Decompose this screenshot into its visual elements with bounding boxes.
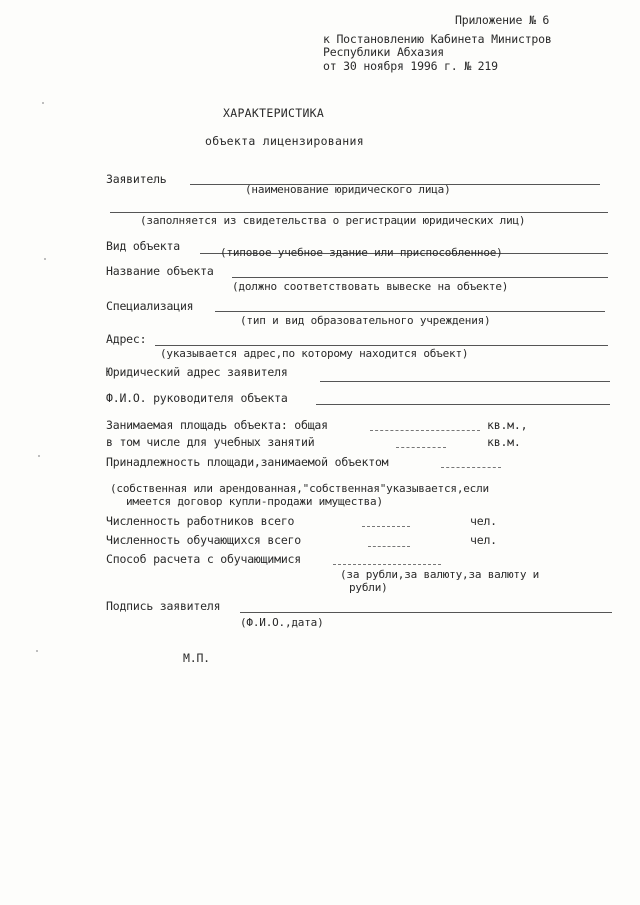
students-line (368, 546, 410, 547)
ownership-line (441, 467, 501, 468)
legal-address-line (320, 381, 610, 382)
document-title: ХАРАКТЕРИСТИКА (223, 106, 325, 120)
decree-date: от 30 ноября 1996 г. № 219 (323, 59, 498, 73)
applicant-label: Заявитель (106, 172, 167, 186)
students-unit: чел. (470, 533, 497, 547)
director-line (316, 404, 610, 405)
scan-speck (42, 102, 44, 104)
area-study-unit: кв.м. (487, 435, 521, 449)
object-name-label: Название объекта (106, 264, 214, 278)
address-hint: (указывается адрес,по которому находится объект) (160, 347, 469, 360)
specialization-label: Специализация (106, 299, 194, 313)
document-subtitle: объекта лицензирования (205, 134, 364, 148)
ownership-hint-1: (собственная или арендованная,"собственная"указывается,если (110, 482, 489, 495)
scan-speck (36, 650, 38, 652)
specialization-hint: (тип и вид образовательного учреждения) (240, 314, 491, 327)
specialization-line (215, 311, 605, 312)
stamp-placeholder: М.П. (183, 651, 210, 665)
director-label: Ф.И.О. руководителя объекта (106, 391, 288, 405)
signature-line (240, 612, 612, 613)
workers-line (362, 526, 410, 527)
registration-hint: (заполняется из свидетельства о регистрации юридических лиц) (140, 214, 526, 227)
students-label: Численность обучающихся всего (106, 533, 301, 547)
object-type-label: Вид объекта (106, 239, 180, 253)
payment-hint-2: рубли) (349, 581, 388, 594)
area-total-label: Занимаемая площадь объекта: общая (106, 418, 328, 432)
registration-line (110, 212, 608, 213)
workers-label: Численность работников всего (106, 514, 295, 528)
payment-line (333, 564, 441, 565)
workers-unit: чел. (470, 514, 497, 528)
ownership-label: Принадлежность площади,занимаемой объектом (106, 455, 389, 469)
area-total-line (370, 430, 480, 431)
object-name-hint: (должно соответствовать вывеске на объекте) (232, 280, 509, 293)
object-name-line (232, 277, 608, 278)
appendix-number: Приложение № 6 (455, 13, 550, 27)
area-total-unit: кв.м., (487, 418, 528, 432)
signature-label: Подпись заявителя (106, 599, 221, 613)
decree-reference: к Постановлению Кабинета Министров (323, 32, 552, 46)
object-type-hint: (типовое учебное здание или приспособленное) (220, 246, 503, 259)
area-study-line (396, 447, 446, 448)
legal-address-label: Юридический адрес заявителя (106, 365, 288, 379)
address-label: Адрес: (106, 332, 147, 346)
signature-hint: (Ф.И.О.,дата) (240, 616, 324, 629)
republic-name: Республики Абхазия (323, 45, 445, 59)
payment-hint-1: (за рубли,за валюту,за валюту и (340, 568, 540, 581)
applicant-hint: (наименование юридического лица) (245, 183, 451, 196)
payment-label: Способ расчета с обучающимися (106, 552, 301, 566)
address-line (155, 345, 608, 346)
scan-speck (38, 455, 40, 457)
scan-speck (44, 258, 46, 260)
ownership-hint-2: имеется договор купли-продажи имущества) (126, 495, 383, 508)
area-study-label: в том числе для учебных занятий (106, 435, 315, 449)
